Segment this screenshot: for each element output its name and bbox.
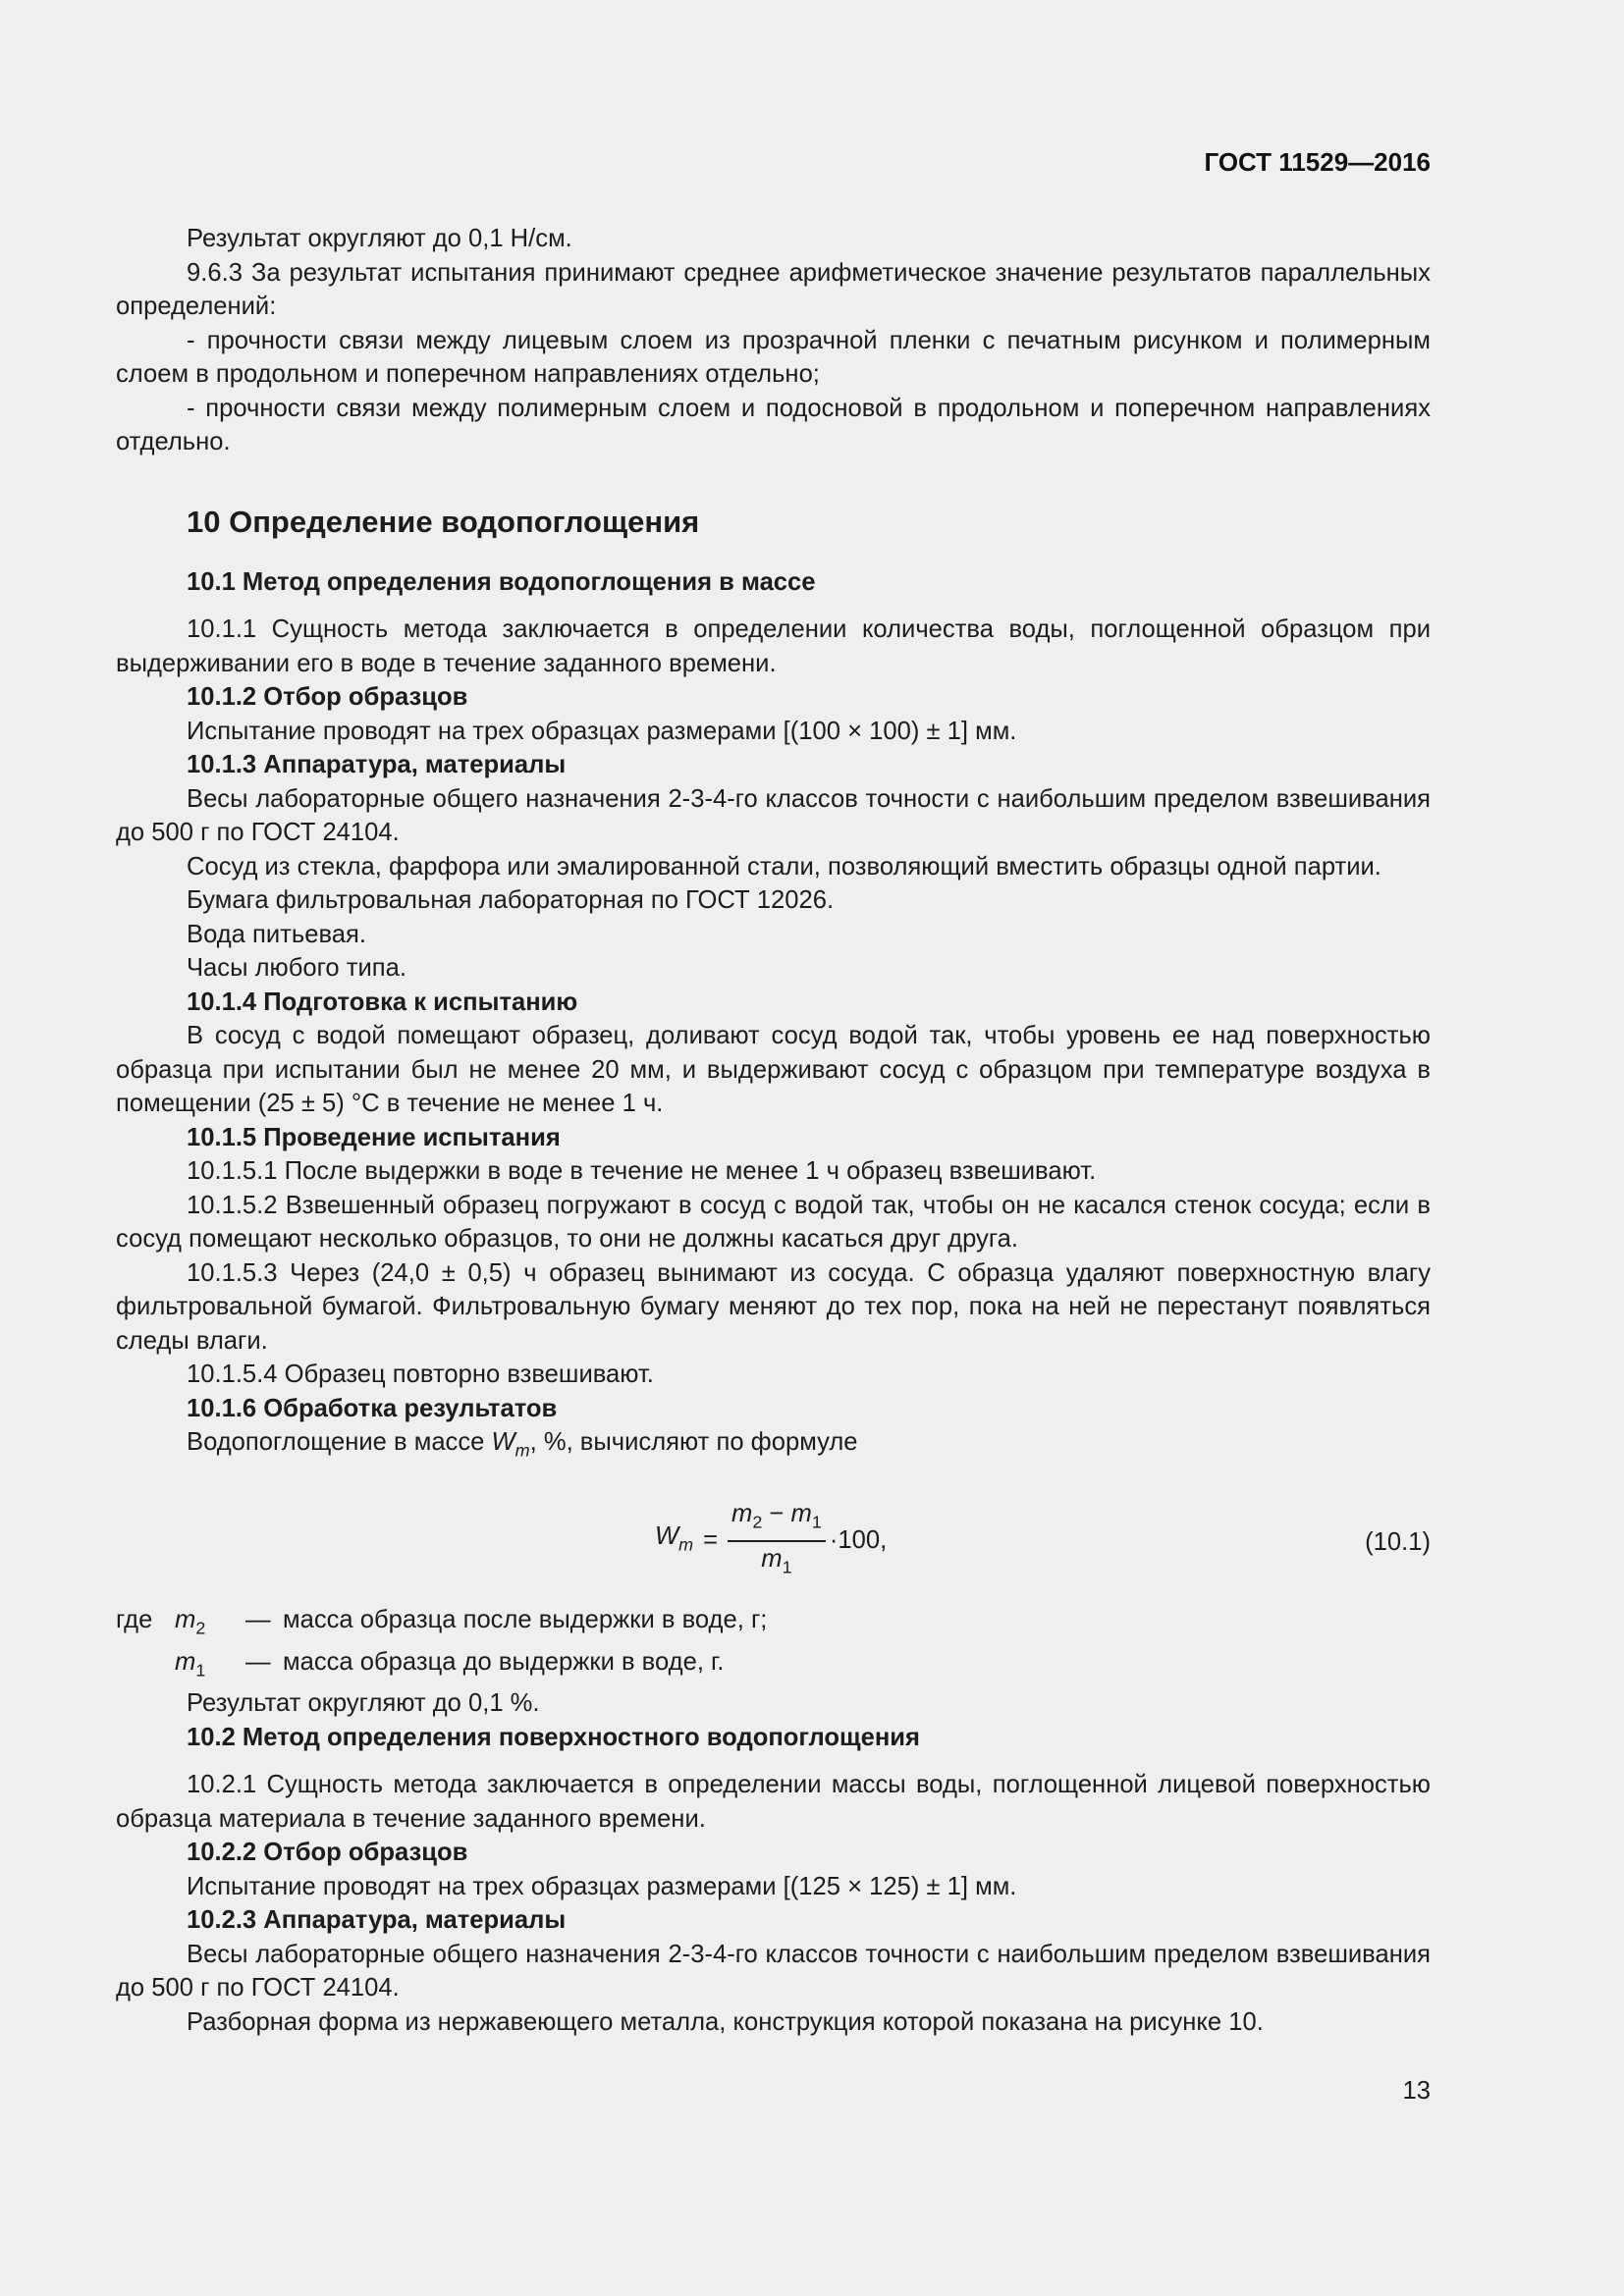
subscript: 1 (811, 1512, 822, 1532)
text: , %, вычисляют по формуле (529, 1428, 858, 1456)
variable: m (790, 1499, 812, 1527)
formula-block (116, 1481, 1431, 1589)
symbol: m (175, 1647, 196, 1676)
document-id: ГОСТ 11529—2016 (1204, 147, 1431, 177)
page-content (116, 222, 1431, 2039)
clause-heading: 10.1.4 Подготовка к испытанию (187, 988, 578, 1016)
symbol-subscript: 2 (195, 1618, 206, 1638)
subsection-heading: 10.1 Метод определения водопоглощения в массе (187, 567, 816, 596)
formula-lhs-subscript: m (678, 1533, 694, 1554)
list-item: - прочности связи между полимерным слоем и подосновой в продольном и поперечном направлениях отдельно. (116, 394, 1431, 455)
paragraph: Испытание проводят на трех образцах размерами [(100 × 100) ± 1] мм. (187, 717, 1017, 745)
paragraph: 10.1.5.1 После выдержки в воде в течение не менее 1 ч образец взвешивают. (187, 1157, 1097, 1185)
clause-heading: 10.1.5 Проведение испытания (187, 1123, 561, 1151)
equals-sign: = (703, 1525, 719, 1554)
paragraph: Сосуд из стекла, фарфора или эмалированной стали, позволяющий вместить образцы одной партии. (187, 852, 1381, 881)
variable: m (731, 1499, 753, 1527)
dash: — (245, 1647, 271, 1676)
paragraph: 10.2.1 Сущность метода заключается в определении массы воды, поглощенной лицевой поверхностью образца материала в течение заданного времени. (116, 1771, 1431, 1833)
paragraph: Весы лабораторные общего назначения 2-3-4-го классов точности с наибольшим пределом взвешивания до 500 г по ГОСТ 24104. (116, 1940, 1431, 2002)
paragraph: В сосуд с водой помещают образец, доливают сосуд водой так, чтобы уровень ее над поверхностью образца при испытании был не менее 20 мм, и выдерживают сосуд с образцом при температуре воздуха в помещении (25 ± 5) °С в течение не менее 1 ч. (116, 1022, 1431, 1117)
variable-subscript: m (514, 1440, 530, 1461)
dash: — (245, 1605, 271, 1633)
fraction-numerator (728, 1499, 826, 1542)
paragraph: Весы лабораторные общего назначения 2-3-4-го классов точности с наибольшим пределом взвешивания до 500 г по ГОСТ 24104. (116, 784, 1431, 846)
paragraph: 9.6.3 За результат испытания принимают среднее арифметическое значение результатов параллельных определений: (116, 258, 1431, 320)
where-row (116, 1603, 1431, 1645)
subscript: 1 (782, 1557, 792, 1577)
definition: масса образца до выдержки в воде, г. (283, 1647, 725, 1676)
clause-heading: 10.1.6 Обработка результатов (187, 1394, 558, 1422)
fraction-denominator (761, 1542, 791, 1581)
symbol-subscript: 1 (195, 1659, 206, 1680)
variable: W (491, 1428, 515, 1456)
paragraph: Разборная форма из нержавеющего металла, конструкция которой показана на рисунке 10. (187, 2007, 1264, 2036)
paragraph: Испытание проводят на трех образцах размерами [(125 × 125) ± 1] мм. (187, 1872, 1017, 1900)
variable: m (761, 1545, 783, 1574)
clause-heading: 10.2.2 Отбор образцов (187, 1839, 468, 1867)
formula-lhs: W (655, 1522, 679, 1550)
subscript: 2 (752, 1512, 763, 1532)
paragraph: Часы любого типа. (187, 954, 406, 982)
section-heading: 10 Определение водопоглощения (187, 504, 700, 539)
symbol: m (175, 1605, 196, 1633)
paragraph (116, 1425, 1431, 1468)
list-item: - прочности связи между лицевым слоем из прозрачной пленки с печатным рисунком и полимерным слоем в продольном и поперечном направлениях отдельно; (116, 326, 1431, 388)
definition: масса образца после выдержки в воде, г; (283, 1605, 768, 1633)
paragraph: 10.1.1 Сущность метода заключается в определении количества воды, поглощенной образцом при выдерживании его в воде в течение заданного времени. (116, 615, 1431, 677)
minus-sign: − (769, 1499, 785, 1527)
paragraph: Результат округляют до 0,1 %. (187, 1689, 540, 1718)
where-label: где (116, 1605, 153, 1633)
formula (655, 1499, 887, 1582)
paragraph: Результат округляют до 0,1 Н/см. (187, 225, 572, 252)
paragraph: Вода питьевая. (187, 920, 366, 948)
fraction (728, 1499, 826, 1582)
paragraph: 10.1.5.4 Образец повторно взвешивают. (187, 1361, 654, 1388)
subsection-heading: 10.2 Метод определения поверхностного водопоглощения (187, 1723, 920, 1751)
clause-heading: 10.2.3 Аппаратура, материалы (187, 1906, 567, 1935)
paragraph: Бумага фильтровальная лабораторная по ГОСТ 12026. (187, 886, 835, 914)
equation-number: (10.1) (1365, 1527, 1431, 1556)
paragraph: 10.1.5.3 Через (24,0 ± 0,5) ч образец вынимают из сосуда. С образца удаляют поверхностную влагу фильтровальной бумагой. Фильтровальную бумагу меняют до тех пор, пока на ней не перестанут появляться следы влаги. (116, 1258, 1431, 1355)
text: Водопоглощение в массе (187, 1428, 492, 1456)
clause-heading: 10.1.3 Аппаратура, материалы (187, 751, 567, 778)
paragraph: 10.1.5.2 Взвешенный образец погружают в сосуд с водой так, чтобы он не касался стенок сосуда; если в сосуд помещают несколько образцов, то они не должны касаться друг друга. (116, 1191, 1431, 1253)
clause-heading: 10.1.2 Отбор образцов (187, 683, 468, 711)
formula-tail: ·100, (829, 1525, 888, 1554)
page-number: 13 (1402, 2077, 1431, 2105)
where-row (116, 1645, 1431, 1687)
